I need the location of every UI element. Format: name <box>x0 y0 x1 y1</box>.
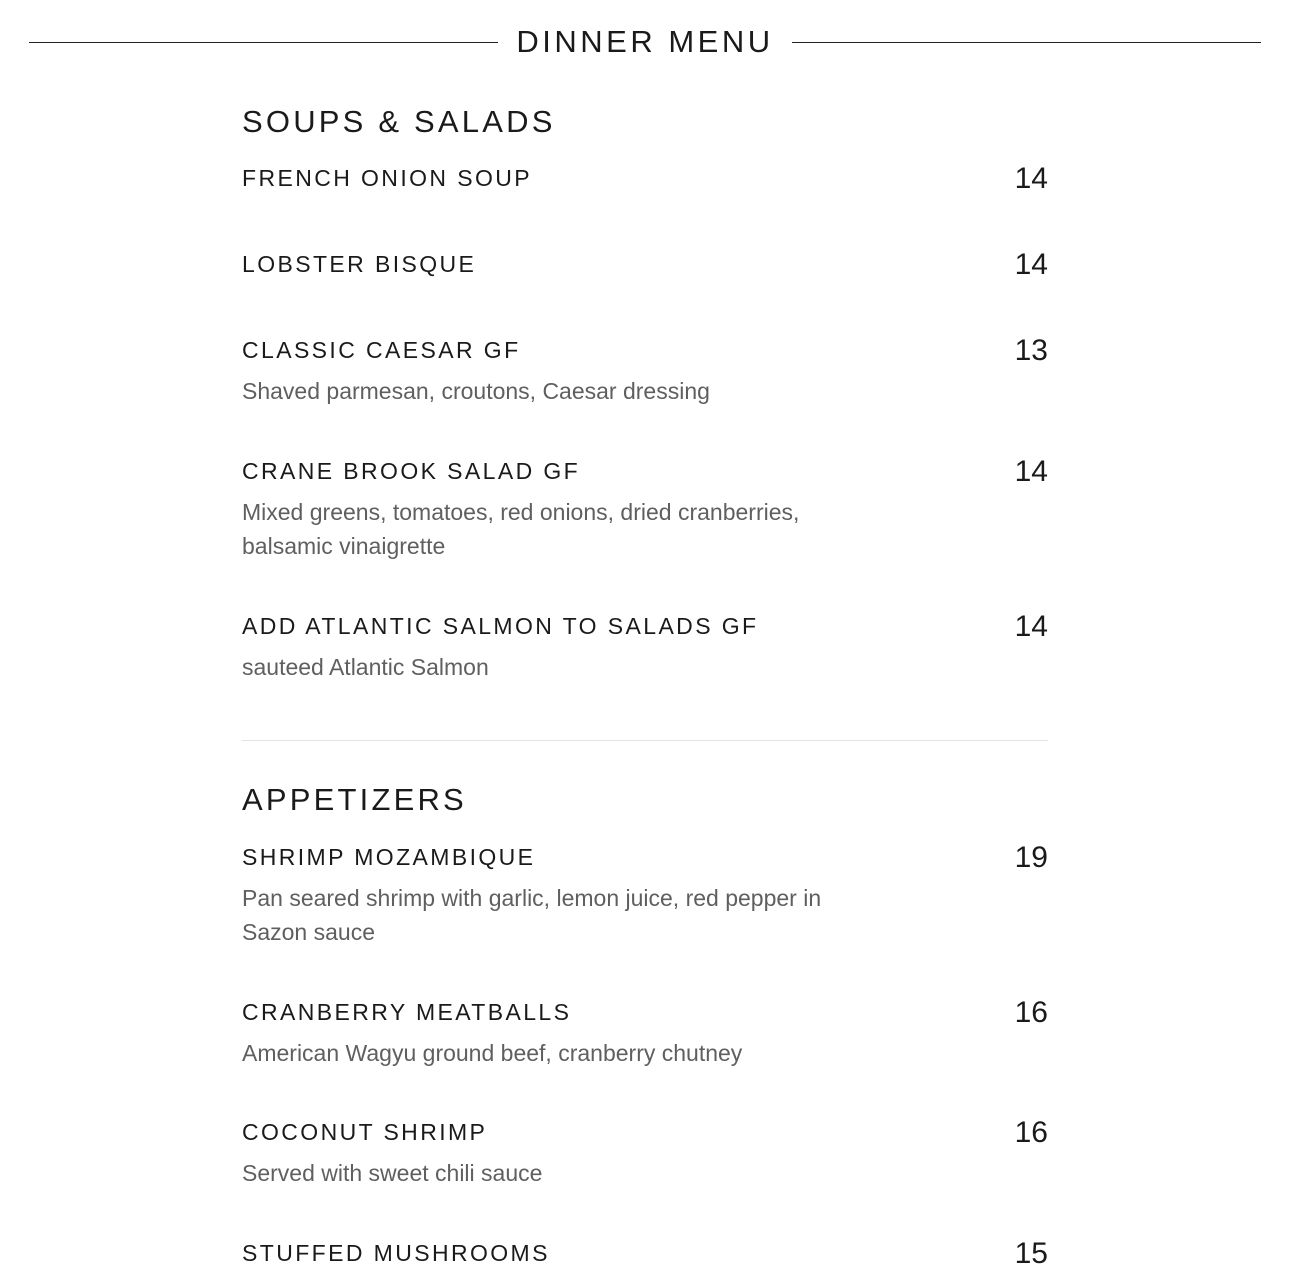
menu-item-description: American Wagyu ground beef, cranberry chutney <box>242 1040 743 1066</box>
menu-item-name: CLASSIC CAESAR GF <box>242 337 521 363</box>
menu-header <box>0 0 1290 84</box>
menu-item-description: Pan seared shrimp with garlic, lemon juice, red pepper in Sazon sauce <box>242 885 822 945</box>
menu-item-name: LOBSTER BISQUE <box>242 251 477 277</box>
menu-item-price: 14 <box>1014 162 1048 195</box>
menu-item-description: sauteed Atlantic Salmon <box>242 654 489 680</box>
header-rule-right <box>792 42 1261 43</box>
menu-item-description: Mixed greens, tomatoes, red onions, dried cranberries, balsamic vinaigrette <box>242 499 800 559</box>
section-divider <box>242 740 1048 741</box>
menu-item-price: 16 <box>1014 1116 1048 1149</box>
menu-item-name: CRANBERRY MEATBALLS <box>242 999 572 1025</box>
page-title: DINNER MENU <box>516 24 774 59</box>
section-title-soups-salads: SOUPS & SALADS <box>242 104 556 139</box>
menu-item-price: 14 <box>1014 248 1048 281</box>
menu-item-price: 14 <box>1014 610 1048 643</box>
menu-item-price: 13 <box>1014 334 1048 367</box>
menu-item-name: FRENCH ONION SOUP <box>242 165 532 191</box>
menu-item-price: 19 <box>1014 841 1048 874</box>
menu-item-name: CRANE BROOK SALAD GF <box>242 458 581 484</box>
menu-item-price: 16 <box>1014 996 1048 1029</box>
section-title-appetizers: APPETIZERS <box>242 782 467 817</box>
menu-item-description: Shaved parmesan, croutons, Caesar dressing <box>242 378 710 404</box>
menu-item-name: COCONUT SHRIMP <box>242 1119 488 1145</box>
menu-item-description: Served with sweet chili sauce <box>242 1160 543 1186</box>
menu-item-name: ADD ATLANTIC SALMON TO SALADS GF <box>242 613 759 639</box>
menu-item-name: STUFFED MUSHROOMS <box>242 1240 550 1266</box>
menu-item-name: SHRIMP MOZAMBIQUE <box>242 844 536 870</box>
menu-item-price: 14 <box>1014 455 1048 488</box>
menu-item-price: 15 <box>1014 1237 1048 1270</box>
